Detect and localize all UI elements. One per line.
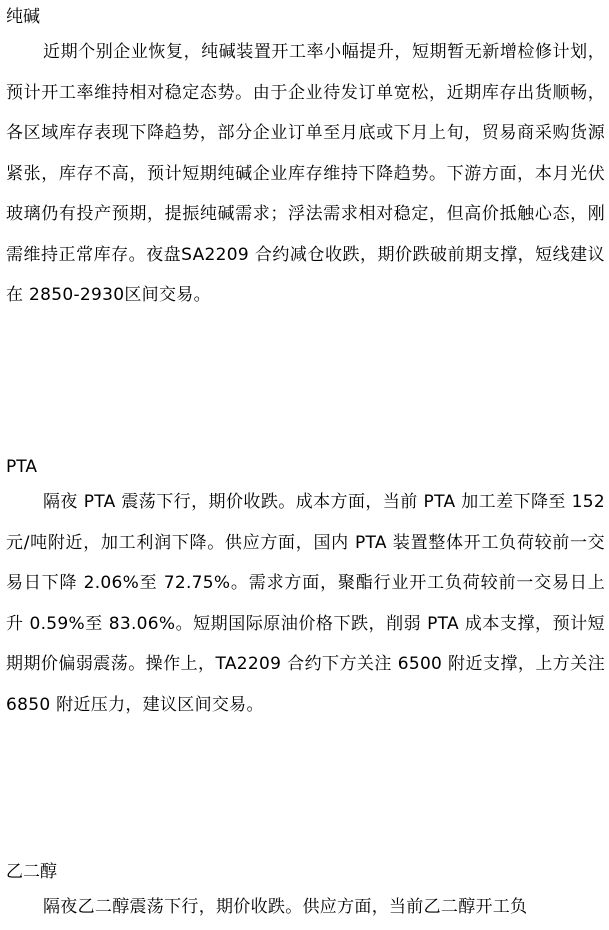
section-heading: 纯碱 bbox=[6, 7, 40, 27]
section-heading: 乙二醇 bbox=[6, 862, 57, 882]
section-paragraph: 近期个别企业恢复，纯碱装置开工率小幅提升，短期暂无新增检修计划，预计开工率维持相对稳定态势。由于企业待发订单宽松，近期库存出货顺畅，各区域库存表现下降趋势，部分企业订单至月底或下月上旬，贸易商采购货源紧张，库存不高，预计短期纯碱企业库存维持下降趋势。下游方面，本月光伏玻璃仍有投产预期，提振纯碱需求；浮法需求相对稳定，但高价抵触心态，刚需维持正常库存。夜盘SA2209 合约减仓收跌，期价跌破前期支撑，短线建议在 2850-2930区间交易。 bbox=[6, 42, 605, 305]
section-heading: PTA bbox=[6, 457, 37, 477]
section-ethylene-glycol bbox=[6, 857, 605, 928]
section-pta bbox=[6, 452, 605, 725]
section-paragraph: 隔夜乙二醇震荡下行，期价收跌。供应方面，当前乙二醇开工负 bbox=[43, 897, 528, 917]
section-paragraph: 隔夜 PTA 震荡下行，期价收跌。成本方面，当前 PTA 加工差下降至 152 元/吨附近，加工利润下降。供应方面，国内 PTA 装置整体开工负荷较前一交易日下降 2.06%至 72.75%。需求方面，聚酯行业开工负荷较前一交易日上升 0.59%至 83.06%。短期国际原油价格下跌，削弱 PTA 成本支撑，预计短期期价偏弱震荡。操作上，TA2209 合约下方关注 6500 附近支撑，上方关注 6850 附近压力，建议区间交易。 bbox=[6, 492, 605, 715]
section-soda-ash bbox=[6, 2, 605, 316]
